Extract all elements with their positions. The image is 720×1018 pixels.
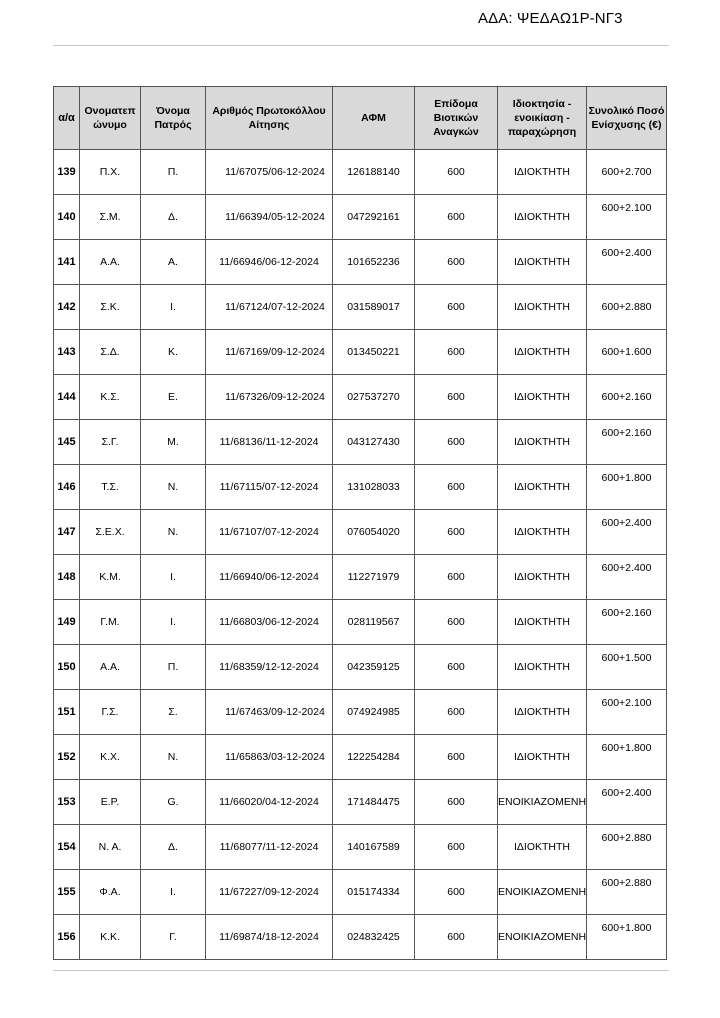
cell-aa: 155	[54, 870, 80, 915]
cell-afm: 101652236	[333, 240, 415, 285]
cell-ownership: ΙΔΙΟΚΤΗΤΗ	[498, 285, 587, 330]
table-row	[54, 240, 667, 285]
cell-name: Κ.Μ.	[80, 555, 141, 600]
col-header-allowance: Επίδομα Βιοτικών Αναγκών	[415, 87, 498, 150]
table-row	[54, 600, 667, 645]
header-divider	[53, 45, 669, 46]
cell-name: Σ.Μ.	[80, 195, 141, 240]
cell-father: Δ.	[141, 195, 206, 240]
cell-allowance: 600	[415, 150, 498, 195]
table-row	[54, 555, 667, 600]
cell-protocol: 11/68359/12-12-2024	[206, 645, 333, 690]
cell-aa: 147	[54, 510, 80, 555]
beneficiaries-table	[53, 86, 667, 960]
cell-name: Φ.Α.	[80, 870, 141, 915]
cell-father: Γ.	[141, 915, 206, 960]
col-header-afm: ΑΦΜ	[333, 87, 415, 150]
cell-total: 600+2.400	[587, 780, 667, 825]
cell-protocol: 11/66394/05-12-2024	[206, 195, 333, 240]
cell-allowance: 600	[415, 555, 498, 600]
cell-afm: 027537270	[333, 375, 415, 420]
cell-ownership: ΙΔΙΟΚΤΗΤΗ	[498, 195, 587, 240]
cell-allowance: 600	[415, 195, 498, 240]
cell-ownership: ΙΔΙΟΚΤΗΤΗ	[498, 555, 587, 600]
table-row	[54, 465, 667, 510]
cell-total: 600+2.880	[587, 870, 667, 915]
cell-afm: 028119567	[333, 600, 415, 645]
cell-protocol: 11/67227/09-12-2024	[206, 870, 333, 915]
cell-total: 600+2.160	[587, 600, 667, 645]
cell-father: Ι.	[141, 600, 206, 645]
cell-name: Κ.Κ.	[80, 915, 141, 960]
cell-ownership: ΙΔΙΟΚΤΗΤΗ	[498, 240, 587, 285]
cell-father: Ι.	[141, 555, 206, 600]
cell-total: 600+2.100	[587, 195, 667, 240]
cell-name: Α.Α.	[80, 645, 141, 690]
cell-afm: 043127430	[333, 420, 415, 465]
cell-afm: 131028033	[333, 465, 415, 510]
footer-divider	[53, 970, 669, 971]
cell-aa: 154	[54, 825, 80, 870]
cell-ownership: ΙΔΙΟΚΤΗΤΗ	[498, 510, 587, 555]
cell-ownership: ΕΝΟΙΚΙΑΖΟΜΕΝΗ	[498, 780, 587, 825]
cell-aa: 148	[54, 555, 80, 600]
cell-protocol: 11/67463/09-12-2024	[206, 690, 333, 735]
col-header-name: Ονοματεπ ώνυμο	[80, 87, 141, 150]
cell-name: Γ.Σ.	[80, 690, 141, 735]
cell-protocol: 11/67124/07-12-2024	[206, 285, 333, 330]
cell-ownership: ΙΔΙΟΚΤΗΤΗ	[498, 825, 587, 870]
table-row	[54, 195, 667, 240]
cell-total: 600+2.100	[587, 690, 667, 735]
table-row	[54, 870, 667, 915]
cell-total: 600+1.600	[587, 330, 667, 375]
table-row	[54, 510, 667, 555]
col-header-ownership: Ιδιοκτησία - ενοικίαση - παραχώρηση	[498, 87, 587, 150]
cell-father: Δ.	[141, 825, 206, 870]
cell-name: Τ.Σ.	[80, 465, 141, 510]
cell-allowance: 600	[415, 600, 498, 645]
cell-father: Π.	[141, 645, 206, 690]
cell-total: 600+2.880	[587, 825, 667, 870]
cell-aa: 140	[54, 195, 80, 240]
table-row	[54, 150, 667, 195]
cell-aa: 153	[54, 780, 80, 825]
cell-protocol: 11/68136/11-12-2024	[206, 420, 333, 465]
cell-protocol: 11/66946/06-12-2024	[206, 240, 333, 285]
cell-aa: 146	[54, 465, 80, 510]
cell-allowance: 600	[415, 330, 498, 375]
cell-afm: 074924985	[333, 690, 415, 735]
cell-afm: 015174334	[333, 870, 415, 915]
cell-allowance: 600	[415, 870, 498, 915]
cell-allowance: 600	[415, 825, 498, 870]
cell-ownership: ΕΝΟΙΚΙΑΖΟΜΕΝΗ	[498, 870, 587, 915]
cell-name: Σ.Γ.	[80, 420, 141, 465]
col-header-total: Συνολικό Ποσό Ενίσχυσης (€)	[587, 87, 667, 150]
cell-total: 600+2.880	[587, 285, 667, 330]
cell-allowance: 600	[415, 285, 498, 330]
cell-protocol: 11/67169/09-12-2024	[206, 330, 333, 375]
cell-father: Μ.	[141, 420, 206, 465]
table-row	[54, 645, 667, 690]
cell-ownership: ΙΔΙΟΚΤΗΤΗ	[498, 465, 587, 510]
cell-total: 600+1.500	[587, 645, 667, 690]
cell-afm: 076054020	[333, 510, 415, 555]
cell-name: Σ.Ε.Χ.	[80, 510, 141, 555]
cell-total: 600+2.700	[587, 150, 667, 195]
cell-afm: 122254284	[333, 735, 415, 780]
cell-total: 600+2.160	[587, 420, 667, 465]
cell-name: Κ.Σ.	[80, 375, 141, 420]
table-row	[54, 690, 667, 735]
cell-protocol: 11/66803/06-12-2024	[206, 600, 333, 645]
cell-aa: 139	[54, 150, 80, 195]
cell-protocol: 11/66940/06-12-2024	[206, 555, 333, 600]
col-header-father: Όνομα Πατρός	[141, 87, 206, 150]
cell-afm: 140167589	[333, 825, 415, 870]
cell-father: Ν.	[141, 735, 206, 780]
cell-total: 600+2.400	[587, 555, 667, 600]
cell-protocol: 11/65863/03-12-2024	[206, 735, 333, 780]
cell-afm: 031589017	[333, 285, 415, 330]
cell-name: Σ.Δ.	[80, 330, 141, 375]
cell-name: Α.Α.	[80, 240, 141, 285]
cell-allowance: 600	[415, 645, 498, 690]
col-header-protocol: Αριθμός Πρωτοκόλλου Αίτησης	[206, 87, 333, 150]
cell-allowance: 600	[415, 375, 498, 420]
cell-afm: 013450221	[333, 330, 415, 375]
cell-ownership: ΙΔΙΟΚΤΗΤΗ	[498, 690, 587, 735]
cell-total: 600+1.800	[587, 735, 667, 780]
cell-name: Ε.Ρ.	[80, 780, 141, 825]
cell-protocol: 11/67075/06-12-2024	[206, 150, 333, 195]
cell-allowance: 600	[415, 735, 498, 780]
cell-father: Σ.	[141, 690, 206, 735]
cell-total: 600+1.800	[587, 465, 667, 510]
cell-aa: 143	[54, 330, 80, 375]
cell-father: Ι.	[141, 870, 206, 915]
cell-protocol: 11/69874/18-12-2024	[206, 915, 333, 960]
cell-total: 600+1.800	[587, 915, 667, 960]
cell-father: G.	[141, 780, 206, 825]
table-row	[54, 915, 667, 960]
cell-allowance: 600	[415, 240, 498, 285]
cell-afm: 047292161	[333, 195, 415, 240]
table-row	[54, 330, 667, 375]
cell-father: Π.	[141, 150, 206, 195]
cell-protocol: 11/68077/11-12-2024	[206, 825, 333, 870]
table-row	[54, 375, 667, 420]
cell-father: Ι.	[141, 285, 206, 330]
cell-allowance: 600	[415, 690, 498, 735]
cell-allowance: 600	[415, 780, 498, 825]
cell-father: Ν.	[141, 465, 206, 510]
cell-aa: 144	[54, 375, 80, 420]
cell-total: 600+2.400	[587, 510, 667, 555]
cell-protocol: 11/67107/07-12-2024	[206, 510, 333, 555]
cell-father: Κ.	[141, 330, 206, 375]
cell-allowance: 600	[415, 420, 498, 465]
ada-code: ΑΔΑ: ΨΕΔΑΩ1Ρ-ΝΓ3	[478, 10, 623, 27]
cell-afm: 112271979	[333, 555, 415, 600]
cell-protocol: 11/66020/04-12-2024	[206, 780, 333, 825]
cell-total: 600+2.400	[587, 240, 667, 285]
cell-allowance: 600	[415, 465, 498, 510]
cell-allowance: 600	[415, 915, 498, 960]
col-header-aa: α/α	[54, 87, 80, 150]
cell-aa: 151	[54, 690, 80, 735]
cell-ownership: ΙΔΙΟΚΤΗΤΗ	[498, 330, 587, 375]
cell-name: Κ.Χ.	[80, 735, 141, 780]
table-header-row	[54, 87, 667, 150]
cell-afm: 126188140	[333, 150, 415, 195]
cell-afm: 042359125	[333, 645, 415, 690]
table-row	[54, 420, 667, 465]
cell-allowance: 600	[415, 510, 498, 555]
cell-aa: 152	[54, 735, 80, 780]
table-row	[54, 825, 667, 870]
cell-ownership: ΕΝΟΙΚΙΑΖΟΜΕΝΗ	[498, 915, 587, 960]
cell-protocol: 11/67326/09-12-2024	[206, 375, 333, 420]
cell-aa: 150	[54, 645, 80, 690]
cell-father: Α.	[141, 240, 206, 285]
cell-name: Ν. Α.	[80, 825, 141, 870]
table-row	[54, 285, 667, 330]
cell-aa: 149	[54, 600, 80, 645]
table-row	[54, 780, 667, 825]
cell-ownership: ΙΔΙΟΚΤΗΤΗ	[498, 735, 587, 780]
cell-ownership: ΙΔΙΟΚΤΗΤΗ	[498, 600, 587, 645]
cell-aa: 145	[54, 420, 80, 465]
cell-ownership: ΙΔΙΟΚΤΗΤΗ	[498, 375, 587, 420]
cell-afm: 024832425	[333, 915, 415, 960]
cell-ownership: ΙΔΙΟΚΤΗΤΗ	[498, 420, 587, 465]
cell-father: Ε.	[141, 375, 206, 420]
cell-ownership: ΙΔΙΟΚΤΗΤΗ	[498, 645, 587, 690]
cell-aa: 141	[54, 240, 80, 285]
cell-protocol: 11/67115/07-12-2024	[206, 465, 333, 510]
cell-aa: 142	[54, 285, 80, 330]
cell-total: 600+2.160	[587, 375, 667, 420]
cell-afm: 171484475	[333, 780, 415, 825]
cell-father: Ν.	[141, 510, 206, 555]
cell-name: Γ.Μ.	[80, 600, 141, 645]
cell-name: Π.Χ.	[80, 150, 141, 195]
cell-name: Σ.Κ.	[80, 285, 141, 330]
table-row	[54, 735, 667, 780]
cell-aa: 156	[54, 915, 80, 960]
cell-ownership: ΙΔΙΟΚΤΗΤΗ	[498, 150, 587, 195]
